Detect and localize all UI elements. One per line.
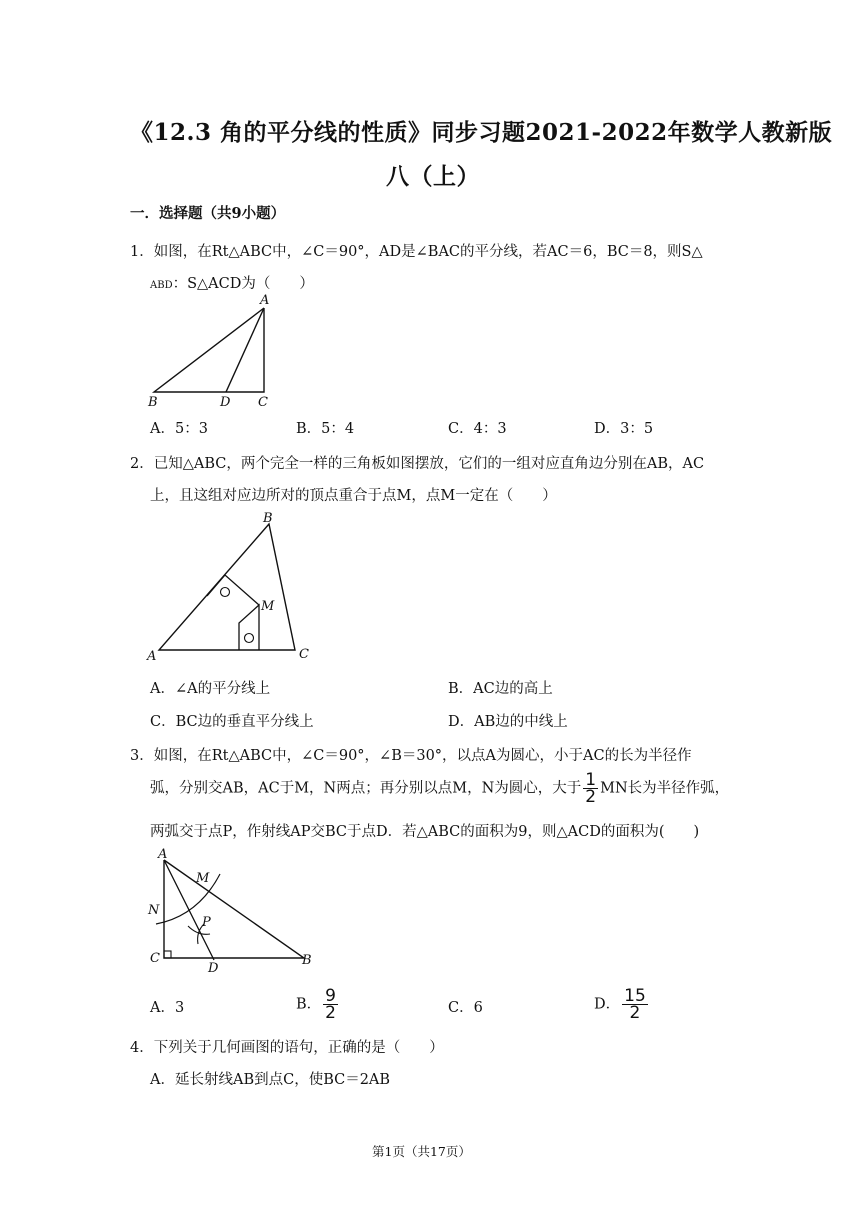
q1-triangle — [154, 308, 264, 392]
question-3-fraction-num: 1 — [585, 770, 597, 790]
q2-set-square-ac — [239, 605, 259, 650]
question-3-option-a[interactable]: A．3 — [150, 1000, 185, 1016]
q1-label-d: D — [220, 395, 231, 410]
question-1-subscript: ABD — [150, 280, 173, 291]
q3-label-m: M — [196, 871, 210, 886]
q1-label-b: B — [148, 395, 158, 410]
q1-label-c: C — [258, 395, 268, 410]
question-1-option-c[interactable]: C．4：3 — [448, 421, 507, 437]
q3-right-angle-mark — [164, 951, 171, 958]
question-3-option-b-den: 2 — [325, 1003, 336, 1023]
question-3-option-b-fraction — [323, 988, 338, 1021]
question-2-option-d[interactable]: D．AB边的中线上 — [448, 714, 568, 730]
section-heading-choice: 一．选择题（共9小题） — [130, 205, 286, 222]
question-2-option-b[interactable]: B．AC边的高上 — [448, 681, 553, 697]
question-1-figure — [140, 293, 290, 410]
q1-label-a: A — [260, 293, 270, 308]
q2-label-a: A — [147, 649, 157, 664]
document-title-line2: 八（上） — [386, 163, 480, 190]
question-3-option-d-num: 15 — [624, 986, 646, 1006]
question-3-option-d-fraction — [622, 988, 648, 1021]
question-4-text-line1: 4．下列关于几何画图的语句，正确的是（ ） — [130, 1040, 444, 1056]
question-2-option-c[interactable]: C．BC边的垂直平分线上 — [150, 714, 314, 730]
q3-label-p: P — [202, 915, 211, 930]
question-3-figure — [146, 848, 321, 978]
q2-set-square-ab-hole — [221, 588, 230, 597]
q3-label-a: A — [158, 847, 168, 862]
q1-bisector-ad — [226, 308, 264, 392]
question-3-text-line3: 两弧交于点P，作射线AP交BC于点D．若△ABC的面积为9，则△ACD的面积为( ) — [150, 824, 700, 840]
question-3-option-d[interactable] — [594, 988, 650, 1021]
q3-label-b: B — [302, 953, 312, 968]
question-3-text-line1: 3．如图，在Rt△ABC中，∠C＝90°，∠B＝30°，以点A为圆心，小于AC的长为半径作 — [130, 748, 692, 764]
q3-triangle — [164, 860, 304, 958]
q2-triangle-abc — [159, 524, 295, 650]
document-title-line1: 《12.3 角的平分线的性质》同步习题2021-2022年数学人教新版 — [130, 119, 833, 146]
q2-label-m: M — [261, 599, 275, 614]
question-3-option-d-den: 2 — [629, 1003, 641, 1023]
question-1-option-b[interactable]: B．5：4 — [296, 421, 355, 437]
question-3-option-d-prefix: D． — [594, 996, 621, 1013]
question-1-option-d[interactable]: D．3：5 — [594, 421, 654, 437]
q2-set-square-ac-hole — [245, 634, 254, 643]
q2-set-square-ab — [207, 575, 259, 605]
question-3-fraction-den: 2 — [585, 787, 597, 807]
question-1-text-line2-rest: ：S△ACD为（ ） — [172, 276, 314, 292]
question-3-fraction — [583, 772, 598, 805]
question-3-text-line2-b: MN长为半径作弧， — [600, 780, 730, 797]
question-2-option-a[interactable]: A．∠A的平分线上 — [150, 681, 271, 697]
question-3-option-b-prefix: B． — [296, 996, 322, 1013]
question-3-text-line2-a: 弧，分别交AB，AC于M，N两点；再分别以点M，N为圆心，大于 — [150, 780, 582, 797]
q3-label-c: C — [150, 951, 160, 966]
q3-label-n: N — [148, 903, 160, 918]
q2-label-c: C — [299, 647, 309, 662]
question-2-text-line2: 上，且这组对应边所对的顶点重合于点M，点M一定在（ ） — [150, 488, 557, 504]
q2-label-b: B — [263, 511, 273, 526]
question-3-option-b[interactable] — [296, 988, 340, 1021]
question-3-option-c[interactable]: C．6 — [448, 1000, 483, 1016]
question-1-option-a[interactable]: A．5：3 — [150, 421, 208, 437]
page-footer: 第1页（共17页） — [372, 1144, 471, 1159]
question-2-figure — [145, 510, 315, 664]
question-4-option-a[interactable]: A．延长射线AB到点C，使BC＝2AB — [150, 1072, 391, 1088]
question-3-text-line2 — [150, 772, 729, 805]
question-3-option-b-num: 9 — [325, 986, 336, 1006]
q3-label-d: D — [208, 961, 219, 976]
question-1-text-line1: 1．如图，在Rt△ABC中，∠C＝90°，AD是∠BAC的平分线，若AC＝6，BC＝8，则S△ — [130, 244, 703, 260]
question-1-text-line2 — [150, 272, 314, 293]
question-2-text-line1: 2．已知△ABC，两个完全一样的三角板如图摆放，它们的一组对应直角边分别在AB，AC — [130, 456, 705, 472]
